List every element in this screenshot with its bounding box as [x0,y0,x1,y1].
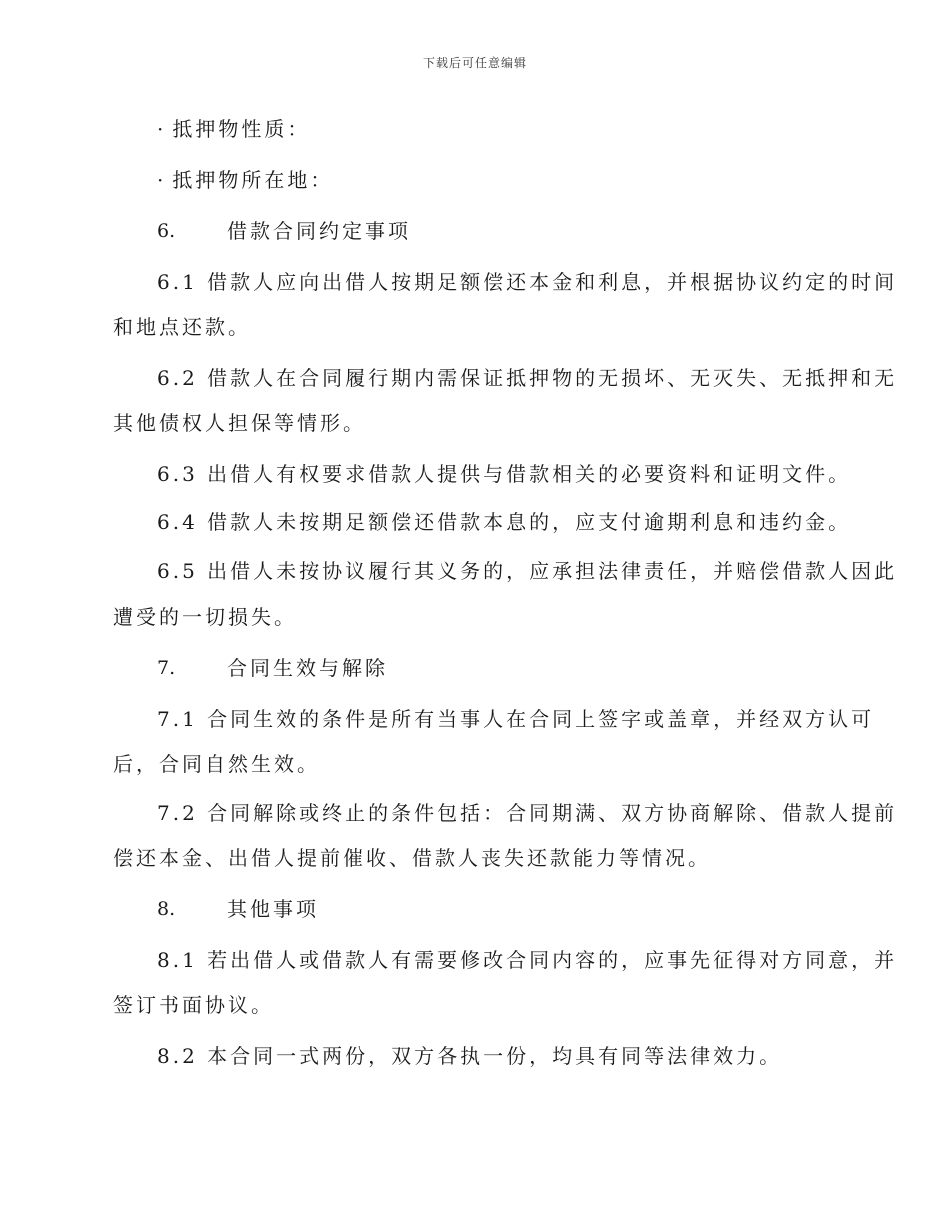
bullet-dot: · [157,117,167,141]
section-title: 借款合同约定事项 [227,219,411,243]
clause-line: 7.1 合同生效的条件是所有当事人在合同上签字或盖章，并经双方认可 [157,707,875,731]
clause-line: 其他债权人担保等情形。 [113,411,366,435]
clause-line: 6.5 出借人未按协议履行其义务的，应承担法律责任，并赔偿借款人因此 [157,559,898,583]
clause-line: 后，合同自然生效。 [113,752,320,776]
bullet-item-collateral-nature [157,117,310,141]
clause-line: 和地点还款。 [113,315,251,339]
page-header-note: 下载后可任意编辑 [422,56,527,70]
clause-line: 6.4 借款人未按期足额偿还借款本息的，应支付逾期利息和违约金。 [157,510,852,534]
bullet-item-collateral-location [157,168,333,192]
section-title: 合同生效与解除 [227,656,388,680]
clause-line: 遭受的一切损失。 [113,605,297,629]
section-number: 7. [157,657,176,679]
clause-line: 签订书面协议。 [113,993,274,1017]
section-title: 其他事项 [227,897,319,921]
clause-line: 7.2 合同解除或终止的条件包括：合同期满、双方协商解除、借款人提前 [157,801,898,825]
clause-line: 6.1 借款人应向出借人按期足额偿还本金和利息，并根据协议约定的时间 [157,270,898,294]
clause-line: 6.2 借款人在合同履行期内需保证抵押物的无损坏、无灭失、无抵押和无 [157,366,898,390]
section-number: 6. [157,220,176,242]
bullet-text: 抵押物所在地： [172,168,334,192]
clause-line: 偿还本金、出借人提前催收、借款人丧失还款能力等情况。 [113,846,711,870]
bullet-text: 抵押物性质： [172,117,311,141]
clause-line: 6.3 出借人有权要求借款人提供与借款相关的必要资料和证明文件。 [157,462,852,486]
bullet-dot: · [157,168,167,192]
clause-line: 8.2 本合同一式两份，双方各执一份，均具有同等法律效力。 [157,1044,783,1068]
section-number: 8. [157,898,176,920]
clause-line: 8.1 若出借人或借款人有需要修改合同内容的，应事先征得对方同意，并 [157,948,898,972]
